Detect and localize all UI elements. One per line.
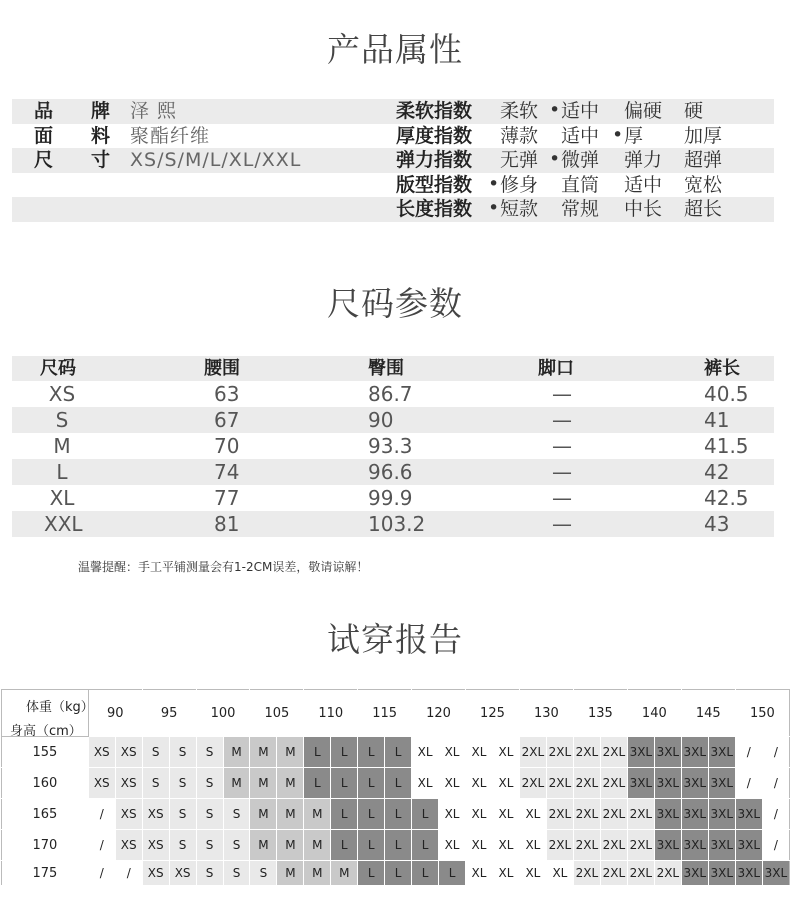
size-cell: — (552, 382, 572, 406)
fitting-cell: M (250, 799, 277, 830)
size-row (12, 381, 774, 407)
fitting-cell: / (88, 830, 115, 861)
attribute-value: 泽 熙 (130, 100, 178, 122)
option-text: 适中 (561, 100, 600, 122)
size-cell: 77 (214, 486, 240, 510)
fitting-cell: 3XL (654, 737, 681, 768)
fitting-cell: S (196, 799, 223, 830)
fitting-row (2, 830, 790, 861)
fitting-cell: M (250, 768, 277, 799)
fitting-cell: L (412, 830, 439, 861)
fitting-cell: XS (88, 768, 115, 799)
size-header-row (12, 356, 774, 381)
size-cell: 99.9 (368, 486, 413, 510)
fitting-cell: M (277, 799, 304, 830)
index-label-wrap (396, 99, 492, 124)
option-text: 加厚 (684, 124, 723, 147)
fitting-cell: M (331, 861, 358, 886)
index-label-wrap (396, 124, 492, 149)
fitting-cell: 2XL (573, 799, 600, 830)
fitting-cell: L (385, 799, 412, 830)
fitting-cell: S (196, 830, 223, 861)
fitting-cell: M (277, 768, 304, 799)
index-option (549, 99, 600, 124)
option-text: 超长 (684, 198, 723, 220)
fitting-cell: M (223, 768, 250, 799)
fitting-cell: XL (492, 830, 519, 861)
fitting-cell: M (304, 799, 331, 830)
weight-header: 100 (196, 690, 250, 737)
fitting-cell: L (358, 768, 385, 799)
fitting-cell: 3XL (708, 830, 735, 861)
attribute-value: 聚酯纤维 (130, 124, 211, 147)
size-cell: 41.5 (704, 434, 749, 458)
selected-dot-icon: • (488, 197, 500, 219)
fitting-cell: 2XL (627, 799, 654, 830)
size-cell: S (55, 408, 69, 432)
attribute-left (34, 124, 210, 149)
fitting-cell: 2XL (573, 861, 600, 886)
fitting-cell: 2XL (600, 799, 627, 830)
index-option (500, 148, 538, 173)
fitting-cell: L (385, 737, 412, 768)
size-row (12, 459, 774, 485)
fitting-row (2, 737, 790, 768)
fitting-cell: XS (115, 799, 142, 830)
selected-dot-icon: • (488, 172, 500, 195)
fitting-cell: XL (412, 768, 439, 799)
fitting-cell: S (223, 861, 250, 886)
fitting-cell: L (358, 799, 385, 830)
size-cell: 40.5 (704, 382, 749, 406)
fitting-cell: XS (115, 830, 142, 861)
fitting-cell: XL (439, 799, 466, 830)
fitting-cell: M (304, 830, 331, 861)
height-header: 160 (2, 768, 89, 799)
fitting-cell: 2XL (546, 768, 573, 799)
fitting-header-row (2, 690, 790, 737)
size-cell: 42 (704, 460, 730, 484)
index-option (624, 148, 662, 173)
fitting-cell: L (439, 861, 466, 886)
size-cell: 86.7 (368, 382, 413, 406)
fitting-cell: XL (492, 861, 519, 886)
weight-header: 135 (573, 690, 627, 737)
option-text: 偏硬 (624, 100, 663, 122)
fitting-title: 试穿报告 (327, 620, 463, 659)
option-text: 无弹 (500, 149, 539, 171)
fitting-cell: XL (466, 737, 493, 768)
fitting-cell: XS (169, 861, 196, 886)
option-text: 薄款 (500, 124, 539, 147)
height-header: 165 (2, 799, 89, 830)
fitting-cell: 2XL (600, 830, 627, 861)
fitting-cell: / (115, 861, 142, 886)
fitting-row (2, 768, 790, 799)
size-cell: 103.2 (368, 512, 426, 536)
size-cell: 81 (214, 512, 240, 536)
fitting-cell: L (331, 737, 358, 768)
fitting-cell: XS (142, 830, 169, 861)
attribute-row (12, 173, 774, 198)
fitting-cell: S (142, 737, 169, 768)
weight-header: 110 (304, 690, 358, 737)
size-cell: M (53, 434, 71, 458)
option-text: 超弹 (684, 149, 723, 171)
fitting-cell: 2XL (573, 768, 600, 799)
fitting-cell: XL (412, 737, 439, 768)
fitting-cell: 3XL (681, 830, 708, 861)
fitting-cell: S (169, 768, 196, 799)
fitting-cell: 3XL (681, 799, 708, 830)
fitting-cell: S (169, 737, 196, 768)
fitting-cell: XL (439, 737, 466, 768)
fitting-cell: S (223, 830, 250, 861)
size-cell: XL (49, 486, 75, 510)
height-header: 170 (2, 830, 89, 861)
fitting-cell: XL (519, 861, 546, 886)
fitting-cell: 3XL (627, 768, 654, 799)
fitting-cell: 3XL (762, 861, 789, 886)
fitting-cell: 3XL (654, 799, 681, 830)
fitting-cell: 2XL (600, 861, 627, 886)
option-text: 硬 (684, 100, 704, 122)
option-text: 弹力 (624, 149, 663, 171)
index-option (684, 173, 722, 198)
fitting-cell: S (142, 768, 169, 799)
fitting-cell: 3XL (708, 861, 735, 886)
selected-dot-icon: • (549, 99, 561, 121)
fitting-cell: L (358, 830, 385, 861)
fitting-cell: / (762, 799, 789, 830)
index-option (561, 173, 599, 198)
fitting-cell: 3XL (708, 799, 735, 830)
fitting-cell: 3XL (654, 830, 681, 861)
option-text: 短款 (500, 198, 539, 220)
index-option (624, 197, 662, 222)
attributes-panel (12, 99, 774, 222)
weight-header: 95 (142, 690, 196, 737)
fitting-cell: 2XL (519, 768, 546, 799)
size-cell: 93.3 (368, 434, 413, 458)
index-option (561, 197, 599, 222)
fitting-cell: 2XL (573, 830, 600, 861)
fitting-cell: L (331, 799, 358, 830)
height-axis-label: 身高（cm） (10, 724, 82, 739)
fitting-cell: XS (115, 768, 142, 799)
fitting-row (2, 861, 790, 886)
fitting-cell: L (304, 768, 331, 799)
fitting-cell: 2XL (600, 737, 627, 768)
size-cell: — (552, 408, 572, 432)
fitting-corner (2, 690, 94, 739)
fitting-cell: XL (466, 799, 493, 830)
fitting-cell: 3XL (708, 737, 735, 768)
index-label-wrap (396, 148, 492, 173)
fitting-cell: 2XL (627, 830, 654, 861)
fitting-cell: L (358, 861, 385, 886)
option-text: 中长 (624, 198, 663, 220)
fitting-cell: XL (492, 737, 519, 768)
index-option (612, 123, 644, 149)
size-row (12, 511, 774, 537)
size-cell: L (56, 460, 68, 484)
size-cell: 41 (704, 408, 730, 432)
fitting-cell: 3XL (681, 737, 708, 768)
selected-dot-icon: • (549, 148, 561, 170)
fitting-cell: XS (88, 737, 115, 768)
fitting-cell: XL (466, 861, 493, 886)
option-text: 适中 (561, 124, 600, 147)
index-label: 版型指数 (396, 173, 473, 196)
weight-header: 150 (735, 690, 789, 737)
fitting-cell: 2XL (546, 737, 573, 768)
fitting-cell: XS (142, 799, 169, 830)
size-cell: 63 (214, 382, 240, 406)
fitting-cell: XL (466, 768, 493, 799)
size-header-cell: 脚口 (538, 358, 574, 379)
option-text: 直筒 (561, 173, 600, 196)
fitting-cell: XL (439, 830, 466, 861)
fitting-cell: XL (492, 768, 519, 799)
weight-axis-label: 体重（kg） (26, 700, 94, 715)
fitting-cell: XL (546, 861, 573, 886)
attribute-row (12, 124, 774, 149)
fitting-cell: M (250, 830, 277, 861)
index-option (488, 197, 539, 222)
fitting-cell: XL (519, 830, 546, 861)
fitting-cell: 3XL (654, 768, 681, 799)
attribute-label: 品 牌 (34, 100, 111, 122)
attribute-label: 尺 寸 (34, 149, 111, 171)
fitting-cell: XL (439, 768, 466, 799)
index-label: 长度指数 (396, 198, 473, 220)
fitting-cell: / (735, 737, 762, 768)
option-text: 宽松 (684, 173, 723, 196)
fitting-cell: 3XL (735, 830, 762, 861)
size-cell: XXL (44, 512, 83, 536)
fitting-cell: / (762, 737, 789, 768)
fitting-cell: 3XL (681, 861, 708, 886)
fitting-cell: S (223, 799, 250, 830)
size-row (12, 485, 774, 511)
weight-header: 130 (519, 690, 573, 737)
fitting-cell: XL (492, 799, 519, 830)
weight-header: 120 (412, 690, 466, 737)
attribute-label: 面 料 (34, 124, 111, 147)
fitting-cell: 2XL (654, 861, 681, 886)
measurement-tip: 温馨提醒：手工平铺测量会有1-2CM误差，敬请谅解！ (78, 560, 369, 574)
weight-header: 140 (627, 690, 681, 737)
size-header-cell: 尺码 (40, 358, 76, 379)
fitting-cell: 2XL (519, 737, 546, 768)
index-label-wrap (396, 173, 492, 198)
index-label: 柔软指数 (396, 100, 473, 122)
attribute-row (12, 99, 774, 124)
size-cell: 43 (704, 512, 730, 536)
fitting-grid (1, 689, 790, 886)
size-cell: 70 (214, 434, 240, 458)
weight-header: 115 (358, 690, 412, 737)
fitting-cell: L (331, 768, 358, 799)
fitting-cell: L (412, 861, 439, 886)
size-cell: 90 (368, 408, 394, 432)
fitting-cell: M (277, 830, 304, 861)
size-cell: XS (48, 382, 76, 406)
fitting-cell: S (196, 768, 223, 799)
size-header-cell: 腰围 (204, 358, 240, 379)
fitting-cell: L (385, 768, 412, 799)
attribute-row (12, 197, 774, 222)
index-option (684, 148, 722, 173)
size-table (12, 356, 774, 537)
fitting-cell: S (250, 861, 277, 886)
height-header: 175 (2, 861, 89, 886)
fitting-cell: / (735, 768, 762, 799)
height-header: 155 (2, 737, 89, 768)
fitting-cell: S (196, 737, 223, 768)
fitting-cell: L (385, 830, 412, 861)
fitting-cell: L (412, 799, 439, 830)
option-text: 微弹 (561, 149, 600, 171)
option-text: 适中 (624, 173, 663, 196)
index-option (500, 124, 538, 149)
fitting-cell: L (385, 861, 412, 886)
fitting-cell: 2XL (573, 737, 600, 768)
fitting-cell: M (250, 737, 277, 768)
size-cell: 74 (214, 460, 240, 484)
fitting-cell: / (88, 861, 115, 886)
fitting-cell: 2XL (627, 861, 654, 886)
weight-header: 90 (88, 690, 142, 737)
fitting-cell: S (196, 861, 223, 886)
weight-header: 105 (250, 690, 304, 737)
index-option (624, 173, 662, 198)
size-cell: 42.5 (704, 486, 749, 510)
fitting-cell: 3XL (627, 737, 654, 768)
weight-header: 125 (466, 690, 520, 737)
fitting-cell: M (277, 737, 304, 768)
fitting-cell: M (223, 737, 250, 768)
fitting-cell: 2XL (546, 799, 573, 830)
index-option (549, 148, 600, 173)
fitting-cell: M (277, 861, 304, 886)
attribute-row (12, 148, 774, 173)
selected-dot-icon: • (612, 123, 624, 146)
fitting-cell: 3XL (708, 768, 735, 799)
option-text: 柔软 (500, 100, 539, 122)
size-cell: — (552, 512, 572, 536)
fitting-cell: L (358, 737, 385, 768)
index-option (684, 99, 703, 124)
fitting-cell: L (331, 830, 358, 861)
index-label: 厚度指数 (396, 124, 473, 147)
size-cell: — (552, 434, 572, 458)
index-label: 弹力指数 (396, 149, 473, 171)
size-row (12, 433, 774, 459)
fitting-cell: XS (142, 861, 169, 886)
fitting-cell: / (762, 830, 789, 861)
option-text: 厚 (624, 124, 644, 147)
fitting-cell: XS (115, 737, 142, 768)
fitting-cell: 2XL (546, 830, 573, 861)
attributes-title: 产品属性 (327, 30, 463, 69)
fitting-cell: 3XL (735, 799, 762, 830)
index-option (561, 124, 599, 149)
option-text: 常规 (561, 198, 600, 220)
fitting-cell: 2XL (600, 768, 627, 799)
attribute-left (34, 99, 177, 124)
size-header-cell: 裤长 (704, 358, 740, 379)
fitting-cell: XL (466, 830, 493, 861)
size-cell: 67 (214, 408, 240, 432)
fitting-cell: M (304, 861, 331, 886)
index-option (684, 124, 722, 149)
size-cell: 96.6 (368, 460, 413, 484)
index-label-wrap (396, 197, 492, 222)
size-cell: — (552, 460, 572, 484)
fitting-cell: L (304, 737, 331, 768)
size-title: 尺码参数 (327, 284, 463, 323)
fitting-cell: / (762, 768, 789, 799)
size-cell: — (552, 486, 572, 510)
fitting-cell: 3XL (681, 768, 708, 799)
fitting-cell: / (88, 799, 115, 830)
size-row (12, 407, 774, 433)
fitting-row (2, 799, 790, 830)
fitting-cell: S (169, 799, 196, 830)
index-option (500, 99, 538, 124)
attribute-value: XS/S/M/L/XL/XXL (130, 149, 302, 171)
index-option (488, 172, 539, 198)
weight-header: 145 (681, 690, 735, 737)
option-text: 修身 (500, 173, 539, 196)
fitting-cell: S (169, 830, 196, 861)
fitting-cell: 3XL (735, 861, 762, 886)
index-option (684, 197, 722, 222)
attribute-left (34, 148, 301, 173)
size-header-cell: 臀围 (368, 358, 404, 379)
index-option (624, 99, 662, 124)
fitting-cell: XL (519, 799, 546, 830)
